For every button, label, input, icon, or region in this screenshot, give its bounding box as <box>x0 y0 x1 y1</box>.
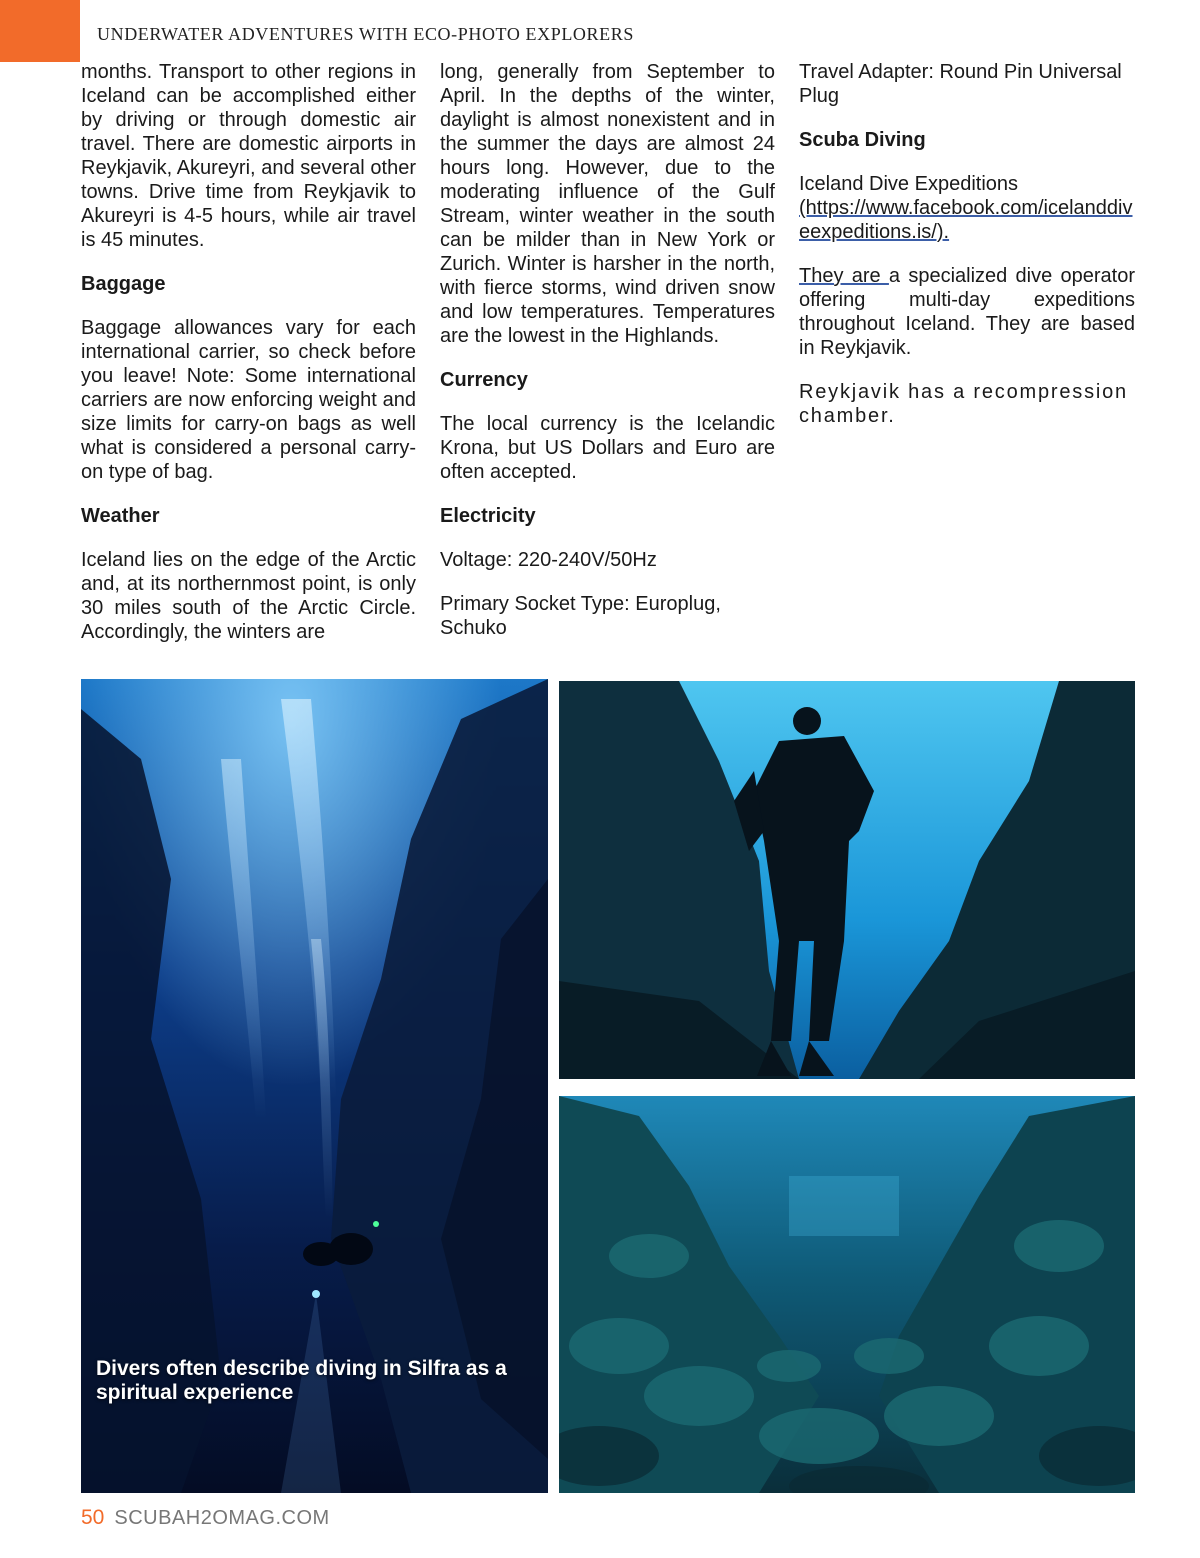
description-rest: a specialized dive operator offering multi-day expeditions throughout Iceland. They are based in Reykjavik. <box>799 265 1135 359</box>
scuba-diving-heading: Scuba Diving <box>799 129 926 151</box>
currency-paragraph: The local currency is the Icelandic Krona, but US Dollars and Euro are often accepted. <box>440 413 775 483</box>
page-footer <box>81 1506 330 1530</box>
operator-block <box>799 172 1135 244</box>
electricity-heading: Electricity <box>440 505 536 527</box>
baggage-heading: Baggage <box>81 273 166 295</box>
page-number: 50 <box>81 1506 105 1529</box>
adapter-text: Travel Adapter: Round Pin Universal Plug <box>799 61 1122 107</box>
site-name: SCUBAH2OMAG.COM <box>114 1507 330 1529</box>
socket-text: Primary Socket Type: Europlug, Schuko <box>440 593 721 639</box>
photo-caption: Divers often describe diving in Silfra as a spiritual experience <box>96 1357 507 1404</box>
orange-tab <box>0 0 80 62</box>
voltage-text: Voltage: 220-240V/50Hz <box>440 549 657 571</box>
baggage-paragraph: Baggage allowances vary for each international carrier, so check before you leave! Note: Some international carriers are now enforcing weight and size limits for carry-on bags as well what is considered a personal carry-on type of bag. <box>81 317 416 483</box>
weather-heading: Weather <box>81 505 160 527</box>
description-start: They are <box>799 265 889 287</box>
weather-paragraph: Iceland lies on the edge of the Arctic and, at its northernmost point, is only 30 miles south of the Arctic Circle. Accordingly, the winters are <box>81 549 416 643</box>
currency-heading: Currency <box>440 369 528 391</box>
winter-paragraph: long, generally from September to April. In the depths of the winter, daylight is almost nonexistent and in the summer the days are almost 24 hours long. However, due to the moderating influence of the Gulf Stream, winter weather in the south can be milder than in New York or Zurich. Winter is harsher in the north, with fierce storms, wind driven snow and low temperatures. Temperatures are the lowest in the Highlands. <box>440 61 775 347</box>
diver-silhouette-photo <box>559 681 1135 1079</box>
column-3 <box>799 60 1135 428</box>
column-1 <box>81 60 416 644</box>
canyon-rocks-photo <box>559 1096 1135 1493</box>
running-title: UNDERWATER ADVENTURES WITH ECO-PHOTO EXPLORERS <box>97 24 634 44</box>
chamber-text: Reykjavik has a recompression chamber. <box>799 381 1128 427</box>
operator-name: Iceland Dive Expeditions <box>799 173 1019 195</box>
operator-link[interactable]: (https://www.facebook.com/icelanddiveexpeditions.is/). <box>799 197 1133 243</box>
transport-paragraph: months. Transport to other regions in Iceland can be accomplished either by driving or through domestic air travel. There are domestic airports in Reykjavik, Akureyri, and several other towns. Drive time from Reykjavik to Akureyri is 4-5 hours, while air travel is 45 minutes. <box>81 61 416 251</box>
operator-description <box>799 264 1135 360</box>
column-2 <box>440 60 775 640</box>
